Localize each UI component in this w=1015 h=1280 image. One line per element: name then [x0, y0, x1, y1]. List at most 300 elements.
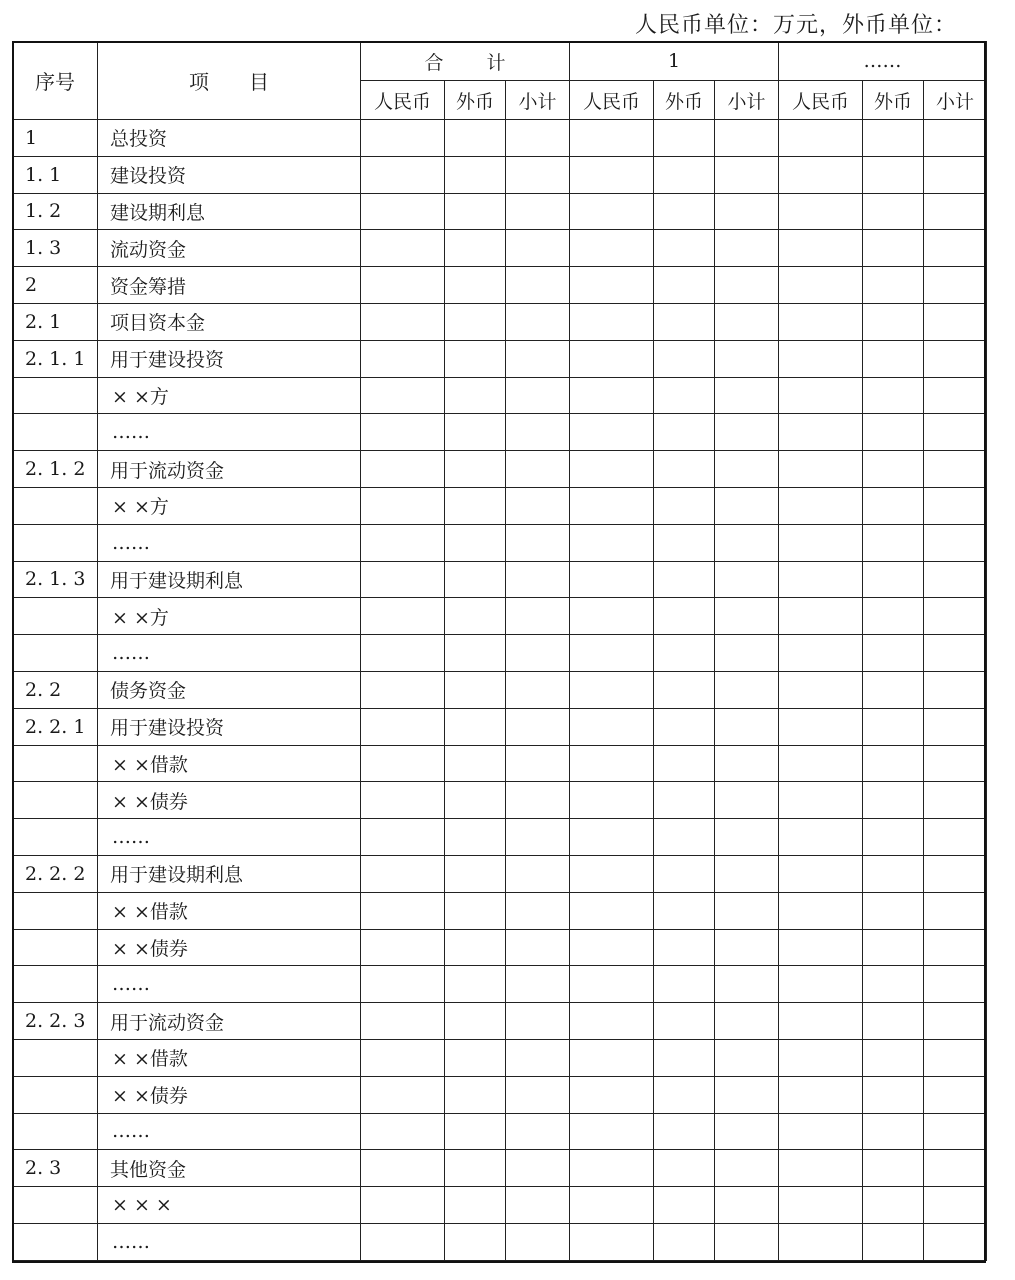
- header-seq: 序号: [13, 42, 98, 120]
- value-cell: [924, 487, 987, 524]
- value-cell: [361, 561, 445, 598]
- value-cell: [506, 1150, 570, 1187]
- value-cell: [570, 1113, 654, 1150]
- value-cell: [924, 745, 987, 782]
- value-cell: [445, 193, 506, 230]
- value-cell: [779, 966, 863, 1003]
- value-cell: [361, 1113, 445, 1150]
- row-item: × ×借款: [98, 892, 361, 929]
- value-cell: [779, 377, 863, 414]
- value-cell: [570, 1039, 654, 1076]
- header-rmb: 人民币: [779, 81, 863, 120]
- table-row: [13, 1150, 987, 1187]
- value-cell: [361, 414, 445, 451]
- row-seq: [13, 1113, 98, 1150]
- value-cell: [779, 487, 863, 524]
- value-cell: [863, 303, 924, 340]
- row-seq: [13, 1076, 98, 1113]
- value-cell: [361, 671, 445, 708]
- value-cell: [570, 414, 654, 451]
- value-cell: [779, 892, 863, 929]
- value-cell: [445, 451, 506, 488]
- value-cell: [445, 156, 506, 193]
- value-cell: [779, 745, 863, 782]
- value-cell: [863, 120, 924, 157]
- value-cell: [863, 377, 924, 414]
- row-item: 用于建设期利息: [98, 561, 361, 598]
- value-cell: [715, 267, 779, 304]
- row-seq: 2. 1. 1: [13, 340, 98, 377]
- table-row: [13, 819, 987, 856]
- value-cell: [715, 193, 779, 230]
- value-cell: [445, 929, 506, 966]
- value-cell: [506, 377, 570, 414]
- row-seq: [13, 892, 98, 929]
- value-cell: [506, 1039, 570, 1076]
- row-seq: [13, 929, 98, 966]
- value-cell: [924, 966, 987, 1003]
- value-cell: [715, 819, 779, 856]
- value-cell: [445, 120, 506, 157]
- value-cell: [715, 414, 779, 451]
- value-cell: [506, 855, 570, 892]
- value-cell: [445, 892, 506, 929]
- unit-note: 人民币单位：万元，外币单位：: [634, 13, 957, 38]
- value-cell: [361, 1039, 445, 1076]
- header-subtotal: 小计: [924, 81, 987, 120]
- header-group-year-1: 1: [570, 42, 779, 81]
- header-foreign: 外币: [863, 81, 924, 120]
- table-row: [13, 892, 987, 929]
- value-cell: [863, 598, 924, 635]
- value-cell: [506, 414, 570, 451]
- value-cell: [445, 1076, 506, 1113]
- value-cell: [506, 1223, 570, 1260]
- value-cell: [863, 1223, 924, 1260]
- value-cell: [445, 230, 506, 267]
- value-cell: [361, 745, 445, 782]
- row-item: ……: [98, 524, 361, 561]
- value-cell: [506, 1113, 570, 1150]
- value-cell: [506, 524, 570, 561]
- value-cell: [570, 561, 654, 598]
- value-cell: [779, 230, 863, 267]
- value-cell: [654, 561, 715, 598]
- value-cell: [924, 267, 987, 304]
- value-cell: [445, 561, 506, 598]
- value-cell: [506, 819, 570, 856]
- value-cell: [715, 929, 779, 966]
- value-cell: [863, 156, 924, 193]
- row-item: ……: [98, 635, 361, 672]
- value-cell: [779, 524, 863, 561]
- table-row: [13, 671, 987, 708]
- value-cell: [361, 193, 445, 230]
- row-seq: [13, 635, 98, 672]
- value-cell: [445, 267, 506, 304]
- table-row: [13, 929, 987, 966]
- row-item: 债务资金: [98, 671, 361, 708]
- row-item: 用于流动资金: [98, 451, 361, 488]
- value-cell: [361, 451, 445, 488]
- value-cell: [715, 487, 779, 524]
- header-foreign: 外币: [445, 81, 506, 120]
- value-cell: [506, 598, 570, 635]
- value-cell: [506, 892, 570, 929]
- value-cell: [445, 819, 506, 856]
- row-seq: [13, 745, 98, 782]
- value-cell: [863, 230, 924, 267]
- value-cell: [863, 1150, 924, 1187]
- value-cell: [570, 929, 654, 966]
- value-cell: [715, 855, 779, 892]
- value-cell: [654, 1187, 715, 1224]
- value-cell: [361, 377, 445, 414]
- value-cell: [570, 1003, 654, 1040]
- value-cell: [863, 561, 924, 598]
- value-cell: [445, 1150, 506, 1187]
- value-cell: [924, 561, 987, 598]
- value-cell: [715, 598, 779, 635]
- value-cell: [715, 1187, 779, 1224]
- value-cell: [654, 598, 715, 635]
- value-cell: [654, 745, 715, 782]
- value-cell: [445, 782, 506, 819]
- value-cell: [654, 340, 715, 377]
- value-cell: [506, 120, 570, 157]
- value-cell: [570, 1150, 654, 1187]
- table-row: [13, 377, 987, 414]
- value-cell: [445, 966, 506, 1003]
- table-row: [13, 1076, 987, 1113]
- value-cell: [779, 340, 863, 377]
- value-cell: [570, 1187, 654, 1224]
- value-cell: [924, 524, 987, 561]
- value-cell: [361, 230, 445, 267]
- table-row: [13, 1039, 987, 1076]
- value-cell: [924, 929, 987, 966]
- value-cell: [654, 929, 715, 966]
- investment-financing-table: [12, 41, 987, 1261]
- value-cell: [863, 855, 924, 892]
- table-row: [13, 966, 987, 1003]
- value-cell: [779, 855, 863, 892]
- value-cell: [924, 156, 987, 193]
- value-cell: [654, 1039, 715, 1076]
- value-cell: [506, 561, 570, 598]
- value-cell: [924, 1187, 987, 1224]
- value-cell: [924, 377, 987, 414]
- header-rmb: 人民币: [570, 81, 654, 120]
- value-cell: [445, 303, 506, 340]
- value-cell: [654, 303, 715, 340]
- value-cell: [715, 377, 779, 414]
- value-cell: [779, 1039, 863, 1076]
- row-seq: 1. 2: [13, 193, 98, 230]
- row-seq: 2. 2. 1: [13, 708, 98, 745]
- value-cell: [506, 156, 570, 193]
- value-cell: [779, 303, 863, 340]
- value-cell: [570, 230, 654, 267]
- value-cell: [779, 929, 863, 966]
- value-cell: [570, 340, 654, 377]
- value-cell: [924, 708, 987, 745]
- value-cell: [863, 524, 924, 561]
- value-cell: [654, 524, 715, 561]
- row-item: 总投资: [98, 120, 361, 157]
- value-cell: [715, 635, 779, 672]
- table-row: [13, 1113, 987, 1150]
- row-item: 用于流动资金: [98, 1003, 361, 1040]
- value-cell: [924, 1003, 987, 1040]
- value-cell: [445, 487, 506, 524]
- value-cell: [570, 892, 654, 929]
- value-cell: [715, 745, 779, 782]
- value-cell: [924, 1150, 987, 1187]
- value-cell: [506, 487, 570, 524]
- value-cell: [445, 671, 506, 708]
- row-seq: 1. 1: [13, 156, 98, 193]
- value-cell: [863, 487, 924, 524]
- value-cell: [924, 230, 987, 267]
- value-cell: [361, 598, 445, 635]
- value-cell: [924, 1039, 987, 1076]
- value-cell: [715, 1039, 779, 1076]
- row-seq: [13, 414, 98, 451]
- value-cell: [654, 414, 715, 451]
- value-cell: [506, 230, 570, 267]
- row-item: × ×方: [98, 377, 361, 414]
- value-cell: [445, 1039, 506, 1076]
- value-cell: [361, 120, 445, 157]
- table-row: [13, 193, 987, 230]
- value-cell: [654, 671, 715, 708]
- row-item: 建设投资: [98, 156, 361, 193]
- value-cell: [361, 303, 445, 340]
- value-cell: [506, 966, 570, 1003]
- row-seq: [13, 966, 98, 1003]
- value-cell: [715, 230, 779, 267]
- value-cell: [863, 1113, 924, 1150]
- value-cell: [715, 1113, 779, 1150]
- row-seq: [13, 1223, 98, 1260]
- value-cell: [506, 193, 570, 230]
- value-cell: [863, 1003, 924, 1040]
- value-cell: [445, 414, 506, 451]
- row-item: 项目资本金: [98, 303, 361, 340]
- value-cell: [779, 1003, 863, 1040]
- table-row: [13, 1003, 987, 1040]
- value-cell: [654, 451, 715, 488]
- value-cell: [779, 414, 863, 451]
- table-row: [13, 1223, 987, 1260]
- value-cell: [654, 377, 715, 414]
- value-cell: [779, 671, 863, 708]
- value-cell: [445, 524, 506, 561]
- row-seq: 1: [13, 120, 98, 157]
- header-rmb: 人民币: [361, 81, 445, 120]
- row-seq: [13, 1187, 98, 1224]
- value-cell: [715, 120, 779, 157]
- value-cell: [506, 635, 570, 672]
- value-cell: [506, 708, 570, 745]
- value-cell: [570, 267, 654, 304]
- value-cell: [924, 340, 987, 377]
- value-cell: [779, 819, 863, 856]
- table-row: [13, 156, 987, 193]
- value-cell: [863, 193, 924, 230]
- value-cell: [445, 1223, 506, 1260]
- value-cell: [506, 929, 570, 966]
- header-group-total: 合 计: [361, 42, 570, 81]
- row-item: 用于建设投资: [98, 340, 361, 377]
- row-seq: [13, 782, 98, 819]
- row-seq: 2. 2. 3: [13, 1003, 98, 1040]
- value-cell: [924, 598, 987, 635]
- value-cell: [570, 782, 654, 819]
- value-cell: [863, 414, 924, 451]
- row-item: × ×方: [98, 598, 361, 635]
- value-cell: [863, 635, 924, 672]
- value-cell: [924, 414, 987, 451]
- value-cell: [654, 819, 715, 856]
- table-row: [13, 230, 987, 267]
- row-seq: 1. 3: [13, 230, 98, 267]
- value-cell: [445, 340, 506, 377]
- row-item: ……: [98, 819, 361, 856]
- value-cell: [715, 524, 779, 561]
- value-cell: [654, 635, 715, 672]
- value-cell: [924, 1113, 987, 1150]
- value-cell: [924, 892, 987, 929]
- value-cell: [715, 1150, 779, 1187]
- value-cell: [779, 193, 863, 230]
- value-cell: [654, 1150, 715, 1187]
- value-cell: [924, 1076, 987, 1113]
- table-row: [13, 451, 987, 488]
- value-cell: [863, 966, 924, 1003]
- row-seq: 2. 2. 2: [13, 855, 98, 892]
- value-cell: [506, 303, 570, 340]
- value-cell: [924, 855, 987, 892]
- table-row: [13, 855, 987, 892]
- value-cell: [924, 451, 987, 488]
- table-row: [13, 414, 987, 451]
- row-item: ……: [98, 1113, 361, 1150]
- value-cell: [445, 745, 506, 782]
- table-row: [13, 303, 987, 340]
- value-cell: [863, 1076, 924, 1113]
- value-cell: [361, 340, 445, 377]
- value-cell: [654, 708, 715, 745]
- row-seq: [13, 819, 98, 856]
- value-cell: [715, 340, 779, 377]
- value-cell: [361, 855, 445, 892]
- value-cell: [361, 1223, 445, 1260]
- value-cell: [863, 267, 924, 304]
- value-cell: [361, 929, 445, 966]
- row-seq: 2. 1. 2: [13, 451, 98, 488]
- value-cell: [361, 966, 445, 1003]
- value-cell: [863, 929, 924, 966]
- value-cell: [779, 120, 863, 157]
- value-cell: [863, 892, 924, 929]
- header-item: 项 目: [98, 42, 361, 120]
- table-row: [13, 745, 987, 782]
- value-cell: [924, 819, 987, 856]
- value-cell: [445, 635, 506, 672]
- value-cell: [924, 782, 987, 819]
- value-cell: [654, 487, 715, 524]
- value-cell: [863, 745, 924, 782]
- value-cell: [924, 635, 987, 672]
- value-cell: [445, 708, 506, 745]
- value-cell: [863, 671, 924, 708]
- row-seq: [13, 1039, 98, 1076]
- value-cell: [361, 1187, 445, 1224]
- header-foreign: 外币: [654, 81, 715, 120]
- table-row: [13, 340, 987, 377]
- row-seq: 2: [13, 267, 98, 304]
- value-cell: [361, 524, 445, 561]
- row-seq: 2. 2: [13, 671, 98, 708]
- value-cell: [570, 156, 654, 193]
- value-cell: [506, 267, 570, 304]
- value-cell: [715, 1223, 779, 1260]
- row-item: 资金筹措: [98, 267, 361, 304]
- value-cell: [506, 745, 570, 782]
- value-cell: [924, 120, 987, 157]
- value-cell: [570, 598, 654, 635]
- value-cell: [779, 782, 863, 819]
- value-cell: [715, 708, 779, 745]
- value-cell: [445, 598, 506, 635]
- row-item: 其他资金: [98, 1150, 361, 1187]
- row-item: × ×债券: [98, 1076, 361, 1113]
- value-cell: [570, 377, 654, 414]
- value-cell: [779, 561, 863, 598]
- value-cell: [506, 782, 570, 819]
- value-cell: [779, 598, 863, 635]
- value-cell: [715, 1076, 779, 1113]
- value-cell: [779, 635, 863, 672]
- table-row: [13, 267, 987, 304]
- table-row: [13, 487, 987, 524]
- value-cell: [863, 1187, 924, 1224]
- value-cell: [361, 892, 445, 929]
- row-item: × ×借款: [98, 745, 361, 782]
- row-item: × ×债券: [98, 929, 361, 966]
- value-cell: [715, 561, 779, 598]
- value-cell: [361, 708, 445, 745]
- value-cell: [445, 1187, 506, 1224]
- value-cell: [654, 966, 715, 1003]
- row-item: ……: [98, 966, 361, 1003]
- table-row: [13, 1187, 987, 1224]
- table-row: [13, 561, 987, 598]
- value-cell: [715, 966, 779, 1003]
- value-cell: [570, 855, 654, 892]
- value-cell: [506, 451, 570, 488]
- value-cell: [361, 487, 445, 524]
- row-seq: 2. 1: [13, 303, 98, 340]
- row-item: × ×方: [98, 487, 361, 524]
- table-body: [13, 120, 987, 1261]
- value-cell: [654, 782, 715, 819]
- value-cell: [361, 1150, 445, 1187]
- value-cell: [570, 966, 654, 1003]
- value-cell: [654, 1223, 715, 1260]
